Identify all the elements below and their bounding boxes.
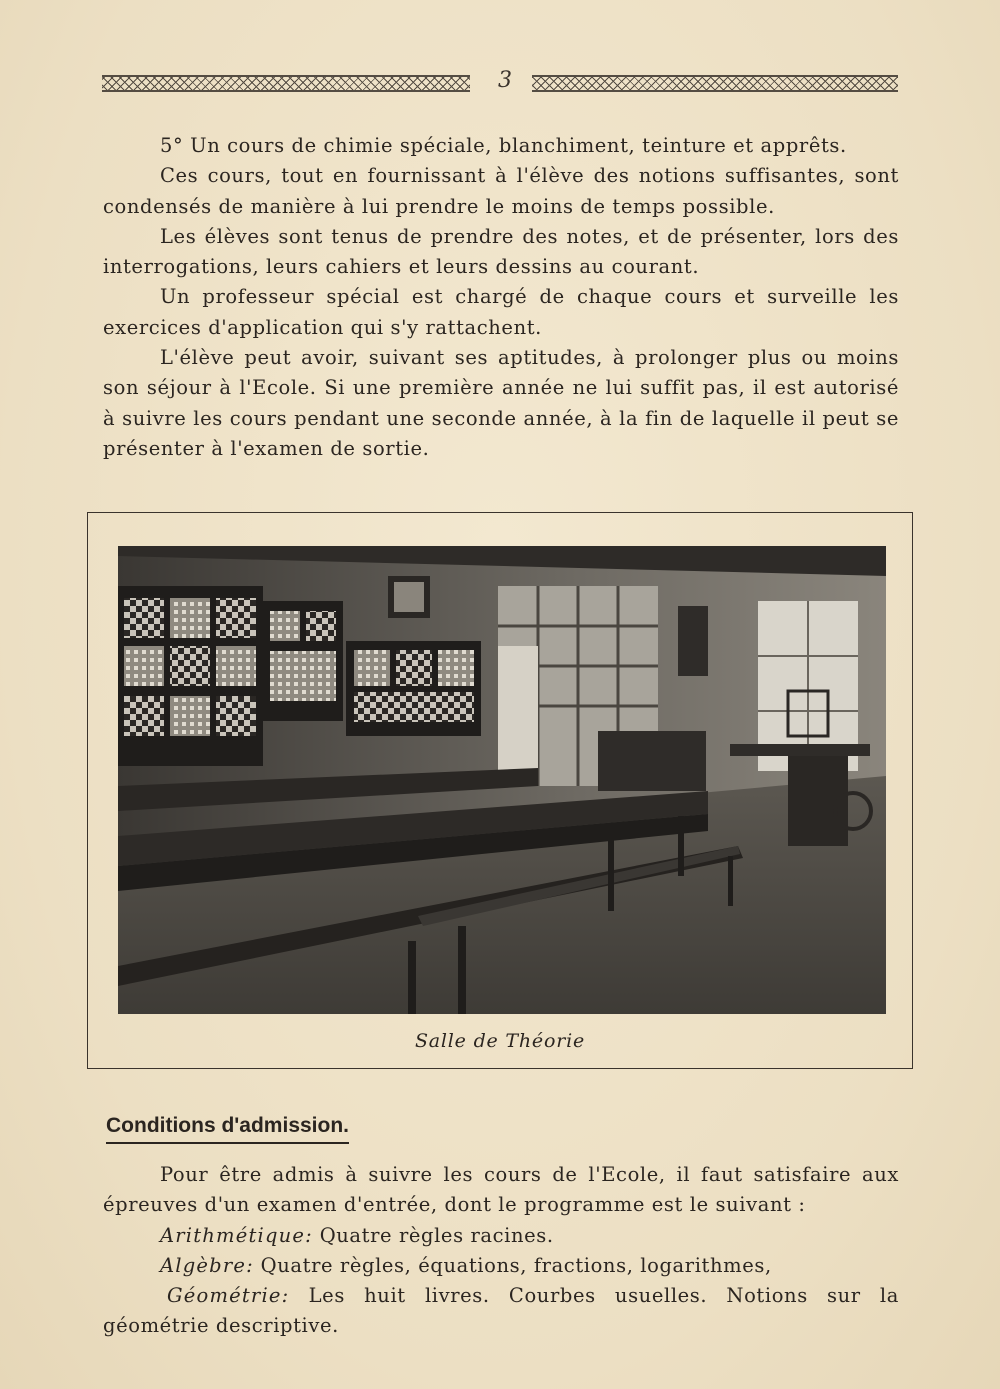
subject-line bbox=[103, 1221, 899, 1251]
subject-name: Arithmétique: bbox=[160, 1223, 313, 1247]
page-header bbox=[102, 68, 898, 93]
section-title: Conditions d'admission. bbox=[106, 1114, 349, 1144]
classroom-photo-illustration bbox=[118, 546, 886, 1014]
paragraph: L'élève peut avoir, suivant ses aptitudes, à prolonger plus ou moins son séjour à l'Ecole. Si une première année ne lui suffit pas, il est autorisé à suivre les cours pendant une seconde année, à la fin de laquelle il peut se présenter à l'examen de sortie. bbox=[103, 346, 899, 460]
header-ornament-left bbox=[102, 75, 470, 92]
subject-text: Quatre règles, équations, fractions, logarithmes, bbox=[253, 1253, 772, 1277]
paragraph: Les élèves sont tenus de prendre des notes, et de présenter, lors des interrogations, leurs cahiers et leurs dessins au courant. bbox=[103, 224, 899, 279]
header-ornament-right bbox=[532, 75, 898, 92]
classroom-photo bbox=[118, 546, 886, 1014]
text-block-bottom bbox=[103, 1160, 899, 1342]
subject-text: Quatre règles racines. bbox=[312, 1223, 554, 1247]
paragraph: Pour être admis à suivre les cours de l'Ecole, il faut satisfaire aux épreuves d'un examen d'entrée, dont le programme est le suivant : bbox=[103, 1163, 899, 1217]
paragraph: 5° Un cours de chimie spéciale, blanchiment, teinture et apprêts. bbox=[160, 134, 847, 157]
page-number: 3 bbox=[498, 68, 512, 93]
paragraph: Ces cours, tout en fournissant à l'élève des notions suffisantes, sont condensés de manière à lui prendre le moins de temps possible. bbox=[103, 164, 899, 218]
subject-name: Géométrie: bbox=[167, 1284, 290, 1308]
subject-name: Algèbre: bbox=[160, 1253, 254, 1277]
subject-line bbox=[103, 1251, 899, 1281]
figure-caption: Salle de Théorie bbox=[414, 1030, 586, 1052]
subject-text: Les huit livres. Courbes usuelles. Notions sur la géométrie descriptive. bbox=[103, 1284, 899, 1338]
figure-frame bbox=[87, 512, 913, 1069]
subject-line bbox=[103, 1281, 899, 1342]
text-block-top bbox=[103, 131, 899, 464]
paragraph: Un professeur spécial est chargé de chaque cours et surveille les exercices d'application qui s'y rattachent. bbox=[103, 285, 899, 339]
